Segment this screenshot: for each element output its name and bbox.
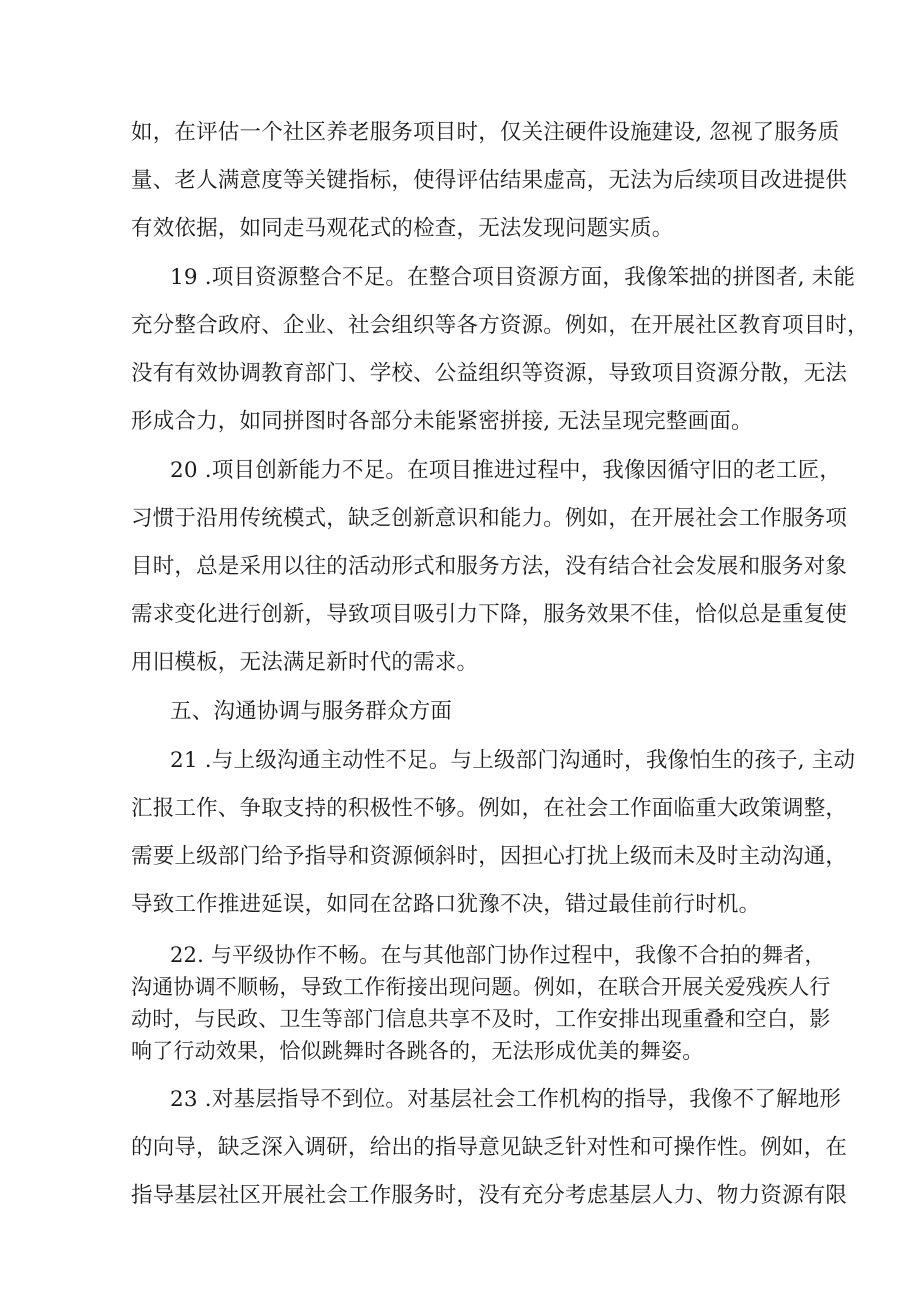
section-heading: 五、沟通协调与服务群众方面 [170, 699, 453, 724]
p22-line-1: 22. 与平级协作不畅。在与其他部门协作过程中，我像不合拍的舞者， [170, 943, 826, 967]
p21-line-1: 21 .与上级沟通主动性不足。与上级部门沟通时，我像怕生的孩子, 主动 [170, 748, 856, 773]
p23-line-3: 指导基层社区开展社会工作服务时，没有充分考虑基层人力、物力资源有限 [131, 1183, 848, 1208]
p20-line-3: 目时，总是采用以往的活动形式和服务方法，没有结合社会发展和服务对象 [131, 554, 848, 579]
p20-line-4: 需求变化进行创新，导致项目吸引力下降，服务效果不佳，恰似总是重复使 [131, 602, 848, 627]
p19-line-1: 19 .项目资源整合不足。在整合项目资源方面，我像笨拙的拼图者, 未能 [170, 265, 856, 290]
p20-line-2: 习惯于沿用传统模式，缺乏创新意识和能力。例如，在开展社会工作服务项 [131, 506, 848, 531]
p19-line-3: 没有有效协调教育部门、学校、公益组织等资源，导致项目资源分散，无法 [131, 361, 848, 386]
p18-line-3: 有效依据，如同走马观花式的检查，无法发现问题实质。 [131, 216, 674, 241]
p19-line-2: 充分整合政府、企业、社会组织等各方资源。例如，在开展社区教育项目时， [131, 313, 869, 338]
p23-line-1: 23 .对基层指导不到位。对基层社会工作机构的指导，我像不了解地形 [170, 1087, 842, 1112]
p22-line-3: 动时，与民政、卫生等部门信息共享不及时，工作安排出现重叠和空白，影 [131, 1007, 831, 1031]
p23-line-2: 的向导，缺乏深入调研，给出的指导意见缺乏针对性和可操作性。例如，在 [131, 1135, 848, 1160]
p21-line-4: 导致工作推进延误，如同在岔路口犹豫不决，错过最佳前行时机。 [131, 892, 761, 917]
p18-line-1: 如，在评估一个社区养老服务项目时，仅关注硬件设施建设, 忽视了服务质 [131, 120, 840, 145]
p21-line-3: 需要上级部门给予指导和资源倾斜时，因担心打扰上级而未及时主动沟通， [131, 844, 848, 869]
p18-line-2: 量、老人满意度等关键指标，使得评估结果虚高，无法为后续项目改进提供 [131, 168, 848, 193]
p20-line-5: 用旧模板，无法满足新时代的需求。 [131, 650, 479, 675]
p19-line-4: 形成合力，如同拼图时各部分未能紧密拼接, 无法呈现完整画面。 [131, 409, 753, 434]
p21-line-2: 汇报工作、争取支持的积极性不够。例如，在社会工作面临重大政策调整， [131, 796, 848, 821]
p22-line-4: 响了行动效果，恰似跳舞时各跳各的，无法形成优美的舞姿。 [131, 1039, 704, 1063]
p22-line-2: 沟通协调不顺畅，导致工作衔接出现问题。例如，在联合开展关爱残疾人行 [131, 975, 831, 999]
p20-line-1: 20 .项目创新能力不足。在项目推进过程中，我像因循守旧的老工匠， [170, 458, 842, 483]
